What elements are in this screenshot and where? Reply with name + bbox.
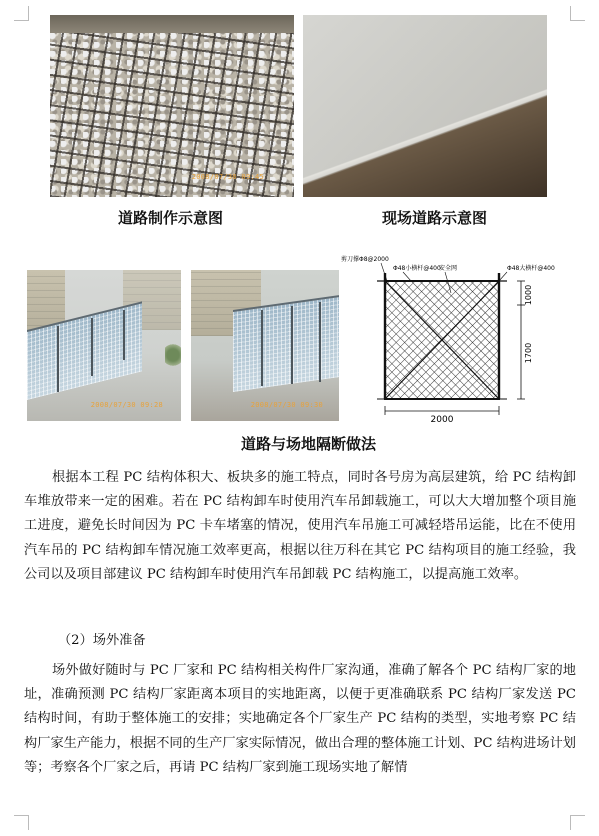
photo-timestamp: 2008/07/30 09:28	[90, 401, 163, 409]
photo-timestamp: 2008/07/30 09:30	[250, 401, 323, 409]
label-brace: 剪刀撑Φ8@2000	[341, 256, 389, 263]
body-paragraph-1: 根据本工程 PC 结构体积大、板块多的施工特点，同时各号房为高层建筑，给 PC 结构卸车堆放带来一定的困难。若在 PC 结构卸车时使用汽车吊卸载施工，可以大大增加整个项目施工进度，避免长时间因为 PC 卡车堵塞的情况，使用汽车吊施工可减轻塔吊运能，比在不使用汽车吊的 PC 结构卸车情况施工效率更高，根据以往万科在其它 PC 结构项目的施工经验，我公司以及项目部建议 PC 结构卸车时使用汽车吊卸载 PC 结构施工，以提高施工效率。	[24, 470, 576, 582]
dim-side: 1700	[524, 342, 533, 364]
label-small-bar: Φ48小横杆@400	[393, 265, 441, 272]
caption-road-construction: 道路制作示意图	[118, 209, 224, 227]
concrete-road-photo	[303, 15, 547, 197]
dim-top: 1000	[524, 284, 533, 306]
dim-bottom: 2000	[430, 415, 454, 423]
crop-mark-bottom-right	[570, 815, 585, 830]
label-safety-net: 安全网	[439, 265, 458, 272]
fence-detail-drawing	[341, 253, 573, 423]
crop-mark-top-right	[570, 6, 585, 21]
crop-mark-bottom-left	[14, 815, 29, 830]
body-paragraph-2: 场外做好随时与 PC 厂家和 PC 结构相关构件厂家沟通，准确了解各个 PC 结构厂家的地址，准确预测 PC 结构厂家距离本项目的实地距离，以便于更准确联系 PC 结构厂家发送 PC 结构时间，有助于整体施工的安排；实地确定各个厂家生产 PC 结构的类型，实地考察 PC 结构厂家生产能力，根据不同的生产厂家实际情况，做出合理的整体施工计划、PC 结构进场计划等；考察各个厂家之后，再请 PC 结构厂家到施工现场实地了解情	[24, 663, 576, 775]
caption-site-road: 现场道路示意图	[382, 209, 488, 227]
fence-photo-left	[27, 270, 181, 421]
crop-mark-top-left	[14, 6, 29, 21]
road-mesh-photo	[50, 15, 294, 197]
section-heading: （2）场外准备	[58, 633, 146, 648]
fence-photo-middle	[191, 270, 339, 421]
caption-isolation: 道路与场地隔断做法	[241, 435, 377, 453]
label-large-bar: Φ48大横杆@400	[507, 265, 555, 272]
photo-timestamp: 2008/07/30 09:45	[191, 173, 264, 181]
